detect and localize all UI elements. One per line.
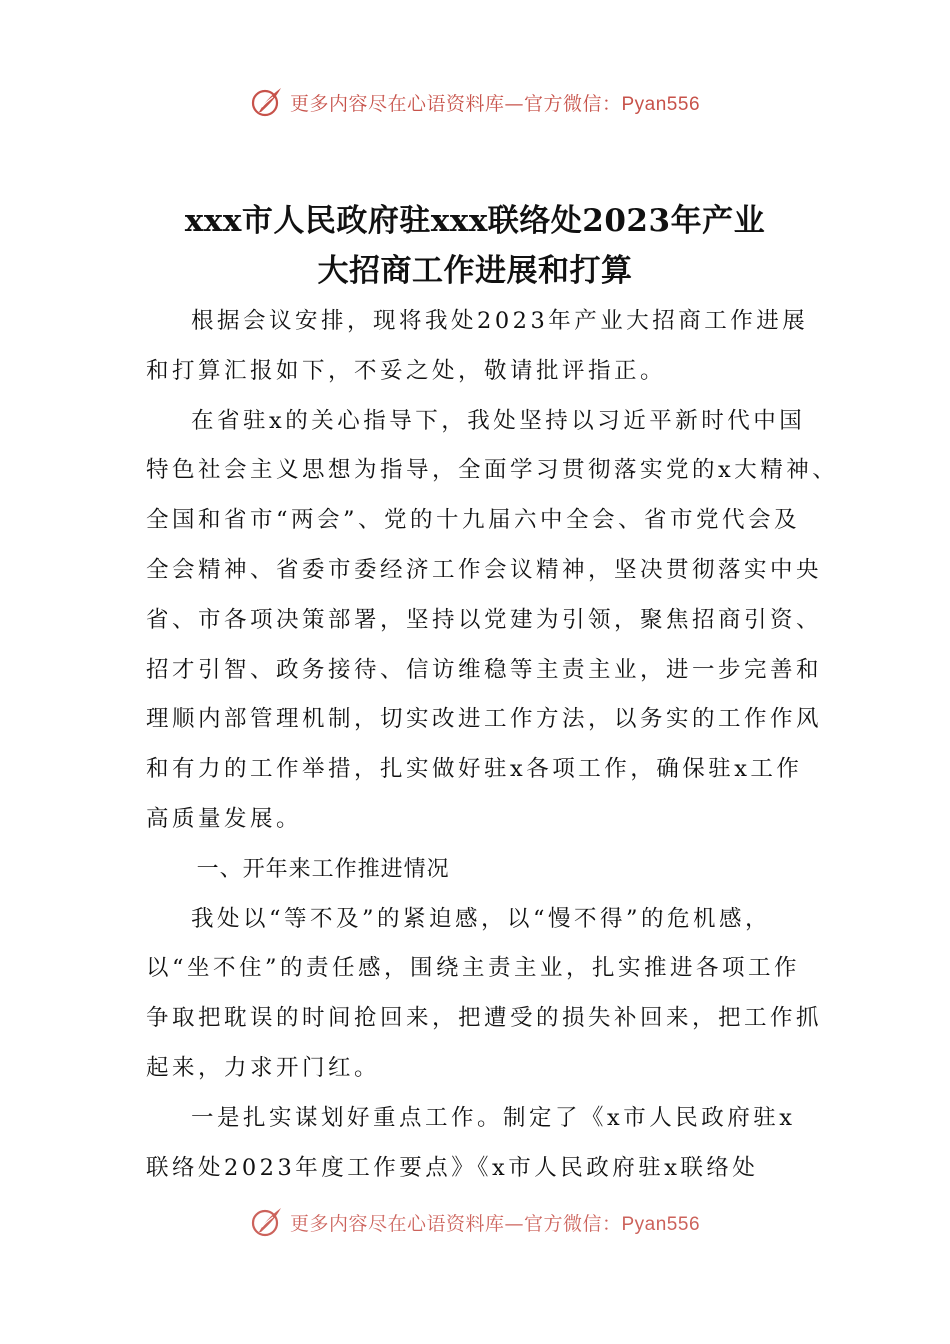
document-body [146, 297, 839, 1193]
document-title [0, 196, 950, 296]
paragraph-urgency: 我处以“等不及”的紧迫感，以“慢不得”的危机感， 以“坐不住”的责任感，围绕主责主业，扎实推进各项工作 争取把耽误的时间抢回来，把遭受的损失补回来，把工作抓 起来，力求开门红。 [146, 905, 823, 1081]
footer-watermark [0, 1202, 950, 1242]
watermark-text: 更多内容尽在心语资料库—官方微信：Pyan556 [289, 92, 701, 115]
watermark-text: 更多内容尽在心语资料库—官方微信：Pyan556 [289, 1212, 701, 1235]
paragraph-guidance: 在省驻x的关心指导下，我处坚持以习近平新时代中国 特色社会主义思想为指导，全面学习贯彻落实党的x大精神、 全国和省市“两会”、党的十九届六中全会、省市党代会及 全会精神、省委市委经济工作会议精神，坚决贯彻落实中央 省、市各项决策部署，坚持以党建为引领，聚焦招商引资、 招才引智、政务接待、信访维稳等主责主业，进一步完善和 理顺内部管理机制，切实改进工作方法，以务实的工作作风 和有力的工作举措，扎实做好驻x各项工作，确保驻x工作 高质量发展。 [146, 407, 839, 832]
quill-seal-logo-icon [250, 85, 284, 119]
title-line-1: xxx市人民政府驻xxx联络处2023年产业 [184, 203, 766, 239]
paragraph-key-work: 一是扎实谋划好重点工作。制定了《x市人民政府驻x 联络处2023年度工作要点》《x市人民政府驻x联络处 [146, 1104, 796, 1181]
watermark-wechat-id: Pyan556 [621, 1213, 701, 1235]
quill-seal-logo-icon [250, 1205, 284, 1239]
watermark-wechat-id: Pyan556 [621, 93, 701, 115]
section-heading-1: 一、开年来工作推进情况 [196, 856, 450, 882]
title-line-2: 大招商工作进展和打算 [317, 253, 633, 289]
paragraph-intro: 根据会议安排，现将我处2023年产业大招商工作进展 和打算汇报如下，不妥之处，敬请批评指正。 [146, 308, 809, 384]
header-watermark [0, 82, 950, 122]
